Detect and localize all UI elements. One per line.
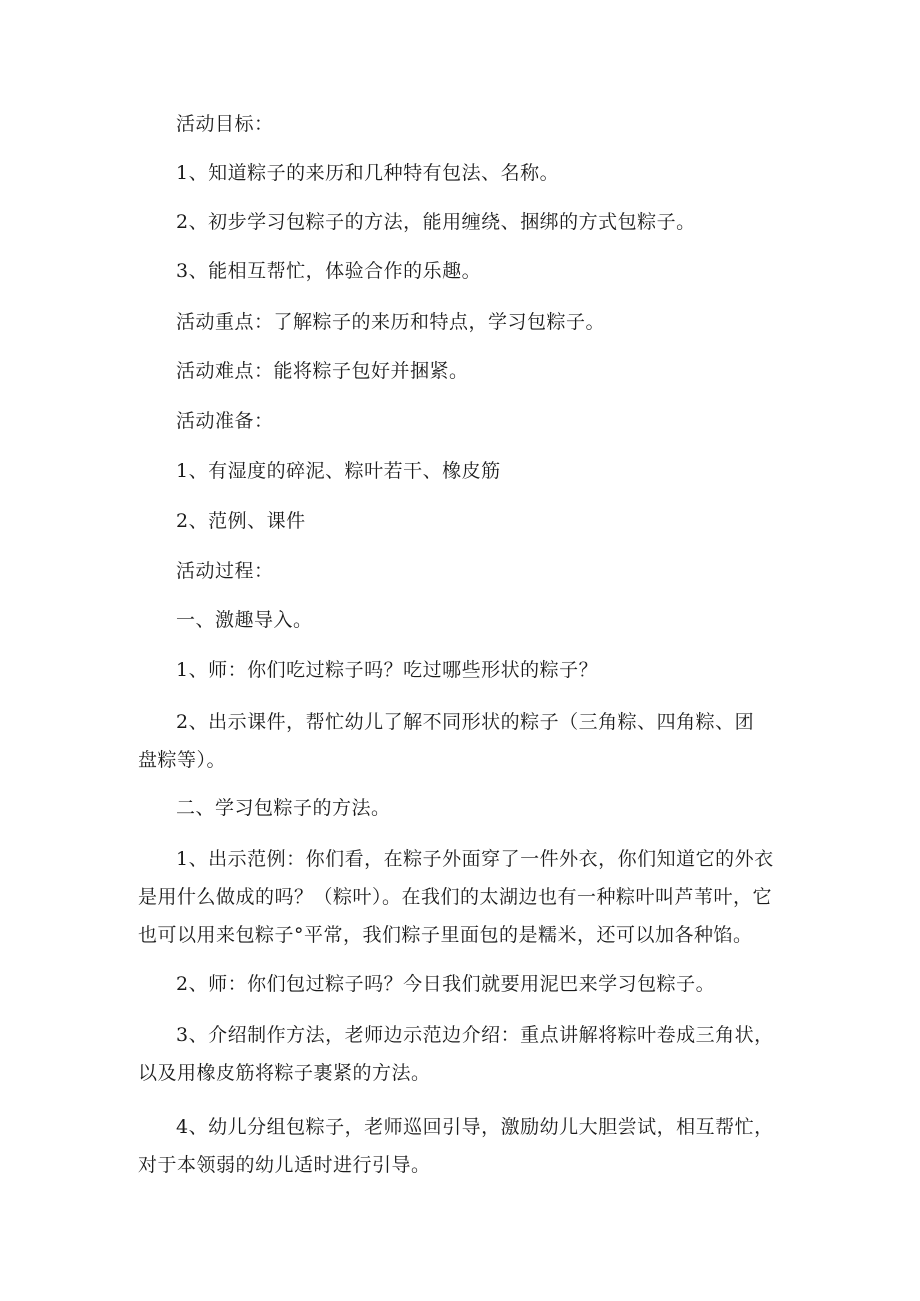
goal-item-2: 2、初步学习包粽子的方法，能用缠绕、捆绑的方式包粽子。 [176, 211, 696, 233]
step-2-1-line-1: 1、出示范例：你们看，在粽子外面穿了一件外衣，你们知道它的外衣 [176, 848, 774, 870]
preparation-item-2: 2、范例、课件 [176, 510, 306, 532]
heading-activity-goals: 活动目标： [176, 113, 274, 135]
goal-item-3: 3、能相互帮忙，体验合作的乐趣。 [176, 260, 482, 282]
step-2-4-line-2: 对于本领弱的幼儿适时进行引导。 [138, 1154, 431, 1176]
step-2-3-line-1: 3、介绍制作方法，老师边示范边介绍：重点讲解将粽叶卷成三角状， [176, 1024, 774, 1046]
step-2-1-line-3: 也可以用来包粽子°平常，我们粽子里面包的是糯米，还可以加各种馅。 [138, 924, 753, 946]
activity-difficulty: 活动难点：能将粽子包好并捆紧。 [176, 360, 469, 382]
step-1-2 [138, 703, 796, 779]
step-1-1: 1、师：你们吃过粽子吗？吃过哪些形状的粽子？ [176, 659, 599, 681]
goal-item-1: 1、知道粽子的来历和几种特有包法、名称。 [176, 162, 560, 184]
heading-activity-process: 活动过程： [176, 560, 274, 582]
step-1-2-line-2: 盘粽等）。 [138, 749, 227, 771]
activity-key-point: 活动重点：了解粽子的来历和特点，学习包粽子。 [176, 311, 606, 333]
section-1-title: 一、激趣导入。 [176, 609, 313, 631]
heading-activity-preparation: 活动准备： [176, 410, 274, 432]
section-2-title: 二、学习包粽子的方法。 [176, 797, 391, 819]
step-2-3-line-2: 以及用橡皮筋将粽子裹紧的方法。 [138, 1062, 431, 1084]
step-2-1-line-2: 是用什么做成的吗？（粽叶）。在我们的太湖边也有一种粽叶叫芦苇叶，它 [138, 886, 773, 908]
step-2-4-line-1: 4、幼儿分组包粽子，老师巡回引导，激励幼儿大胆尝试，相互帮忙， [176, 1116, 774, 1138]
step-2-2: 2、师：你们包过粽子吗？今日我们就要用泥巴来学习包粽子。 [176, 973, 716, 995]
preparation-item-1: 1、有湿度的碎泥、粽叶若干、橡皮筋 [176, 460, 501, 482]
step-2-3 [138, 1016, 796, 1092]
step-1-2-line-1: 2、出示课件，帮忙幼儿了解不同形状的粽子（三角粽、四角粽、团 [176, 711, 755, 733]
step-2-4 [138, 1108, 796, 1184]
step-2-1 [138, 840, 796, 954]
